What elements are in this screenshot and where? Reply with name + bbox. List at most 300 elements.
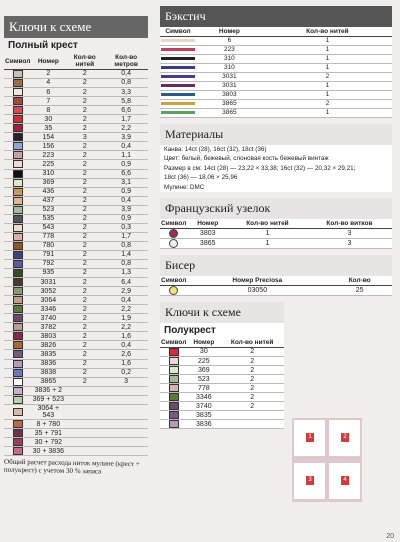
thread-number: 30 + 3836: [32, 447, 64, 455]
meters: 0,4: [104, 142, 148, 151]
color-swatch: [13, 160, 23, 168]
thread-number: 223: [196, 46, 263, 55]
beads-panel: [160, 255, 392, 296]
table-row: [4, 97, 148, 106]
bd-col-qty: Кол-во: [327, 276, 392, 286]
knot-swatch: [169, 286, 178, 295]
thread-number: 436: [31, 187, 65, 196]
beads-table: [160, 276, 392, 296]
symbol-cell: [160, 286, 187, 296]
symbol-cell: [160, 91, 196, 100]
symbol-cell: [4, 341, 31, 350]
table-row: [4, 133, 148, 142]
symbol-cell: [160, 375, 187, 384]
thread-number: 4: [31, 79, 65, 88]
thread-count: 2: [65, 377, 104, 386]
grid-number: 1: [306, 433, 314, 442]
table-row: [4, 350, 148, 359]
meters: 2,6: [104, 350, 148, 359]
table-row: [4, 214, 148, 223]
thread-count: [220, 411, 284, 420]
table-row: [4, 341, 148, 350]
thread-number: 369: [187, 366, 220, 375]
thread-number: 35: [31, 124, 65, 133]
thread-count: 2: [65, 332, 104, 341]
table-row: [4, 420, 148, 429]
french-knot-panel: [160, 198, 392, 249]
color-swatch: [169, 393, 179, 401]
meters: 3,3: [104, 88, 148, 97]
thread-count: [65, 447, 104, 456]
thread-count: 2: [65, 214, 104, 223]
symbol-cell: [4, 305, 31, 314]
thread-count: [65, 438, 104, 447]
color-swatch: [13, 170, 23, 178]
table-row: [4, 296, 148, 305]
color-swatch: [13, 438, 23, 446]
thread-count: 2: [65, 142, 104, 151]
symbol-cell: [4, 323, 31, 332]
knot-swatch: [169, 229, 178, 238]
thread-count: 2: [65, 250, 104, 259]
table-row: [160, 393, 284, 402]
color-swatch: [13, 179, 23, 187]
grid-number: 3: [306, 476, 314, 485]
color-swatch: [169, 420, 179, 428]
symbol-cell: [4, 332, 31, 341]
thread-number: 3031: [31, 278, 65, 287]
symbol-cell: [4, 241, 31, 250]
table-row: [4, 88, 148, 97]
table-row: [4, 429, 148, 438]
thread-count: 2: [65, 151, 104, 160]
meters: 1,9: [104, 314, 148, 323]
table-row: [4, 70, 148, 79]
half-cross-panel: [160, 302, 284, 429]
color-swatch: [13, 197, 23, 205]
thread-number: 3740: [187, 402, 220, 411]
symbol-cell: [4, 269, 31, 278]
thread-number: 2: [31, 70, 65, 79]
meters: [104, 429, 148, 438]
symbol-cell: [4, 232, 31, 241]
thread-count: 1: [263, 82, 392, 91]
hc-col-threads: Кол-во нитей: [220, 338, 284, 348]
thread-number: 8: [31, 106, 65, 115]
thread-count: 1: [263, 55, 392, 64]
symbol-cell: [4, 223, 31, 232]
color-swatch: [13, 350, 23, 358]
bead-quantity: 25: [327, 286, 392, 296]
thread-count: 2: [65, 314, 104, 323]
color-swatch: [13, 142, 23, 150]
table-row: [4, 79, 148, 88]
table-row: [160, 55, 392, 64]
thread-number: 30 + 792: [31, 438, 65, 447]
meters: 0,4: [104, 196, 148, 205]
line-swatch: [161, 102, 195, 105]
thread-count: [220, 420, 284, 429]
symbol-cell: [160, 411, 187, 420]
thread-number: 225: [187, 357, 220, 366]
thread-count: 2: [65, 79, 104, 88]
thread-number: 523: [31, 205, 65, 214]
line-swatch: [161, 93, 195, 96]
consumption-note: Общий расчет расхода ниток мулине (крест + полукрест) с учетом 30 % запаса: [3, 458, 140, 476]
table-row: [160, 411, 284, 420]
table-row: [4, 259, 148, 268]
table-row: [4, 386, 148, 395]
symbol-cell: [4, 429, 31, 438]
thread-number: 3838: [31, 368, 65, 377]
meters: 0,4: [104, 296, 148, 305]
thread-number: 3064 + 543: [31, 404, 65, 419]
symbol-cell: [160, 357, 187, 366]
table-row: [4, 269, 148, 278]
thread-number: 3052: [31, 287, 65, 296]
meters: 3: [104, 377, 148, 386]
table-row: [4, 278, 148, 287]
thread-count: 2: [65, 241, 104, 250]
meters: 1,7: [104, 232, 148, 241]
symbol-cell: [4, 314, 31, 323]
thread-count: 2: [65, 259, 104, 268]
bk-col-threads: Кол-во нитей: [263, 27, 392, 37]
thread-number: 3031: [196, 82, 263, 91]
thread-number: 3803: [187, 229, 228, 239]
symbol-cell: [160, 239, 187, 249]
color-swatch: [13, 133, 23, 141]
meters: 0,4: [104, 70, 148, 79]
materials-panel: [160, 124, 392, 192]
meters: 2,2: [104, 323, 148, 332]
symbol-cell: [160, 348, 187, 357]
thread-count: 2: [65, 269, 104, 278]
thread-count: 2: [263, 73, 392, 82]
symbol-cell: [4, 287, 31, 296]
table-row: [160, 91, 392, 100]
table-row: [4, 106, 148, 115]
bd-col-number: Номер Preciosa: [187, 276, 327, 286]
materials-line: Размер в см: 14ct (28) — 23,22 × 33,38; 16ct (32) — 20,32 × 29,21;: [164, 164, 356, 172]
thread-count: [65, 429, 104, 438]
meters: 0,2: [104, 368, 148, 377]
table-row: [4, 438, 148, 447]
table-row: [160, 402, 284, 411]
thread-count: 1: [263, 46, 392, 55]
symbol-cell: [160, 55, 196, 64]
turns-count: 3: [307, 239, 392, 249]
table-row: [4, 124, 148, 133]
table-row: [160, 375, 284, 384]
symbol-cell: [4, 79, 31, 88]
thread-number: 3835: [187, 411, 220, 420]
grid-cell: [329, 463, 360, 499]
symbol-cell: [4, 296, 31, 305]
symbol-cell: [160, 100, 196, 109]
thread-count: 2: [65, 124, 104, 133]
table-row: [160, 420, 284, 429]
symbol-cell: [4, 169, 31, 178]
color-swatch: [13, 305, 23, 313]
color-swatch: [169, 384, 179, 392]
thread-number: 780: [31, 241, 65, 250]
thread-number: 437: [31, 196, 65, 205]
thread-number: 3836 + 2: [31, 386, 65, 395]
table-row: [4, 250, 148, 259]
turns-count: 3: [307, 229, 392, 239]
table-row: [4, 142, 148, 151]
meters: 6,6: [104, 169, 148, 178]
meters: [104, 386, 148, 395]
right-column: [160, 6, 392, 435]
thread-count: 2: [65, 106, 104, 115]
thread-count: 1: [228, 239, 307, 249]
thread-number: 3865: [196, 109, 263, 118]
backstitch-table: [160, 27, 392, 118]
beads-title: Бисер: [160, 255, 392, 276]
color-swatch: [13, 88, 23, 96]
thread-count: 1: [263, 37, 392, 46]
thread-count: 1: [228, 229, 307, 239]
symbol-cell: [160, 37, 196, 46]
meters: 0,9: [104, 187, 148, 196]
symbol-cell: [4, 142, 31, 151]
symbol-cell: [4, 250, 31, 259]
color-swatch: [13, 79, 23, 87]
color-swatch: [13, 387, 23, 395]
hc-col-number: Номер: [187, 338, 220, 348]
table-row: [160, 384, 284, 393]
meters: 1,6: [104, 359, 148, 368]
meters: 2,2: [104, 305, 148, 314]
table-row: [4, 287, 148, 296]
line-swatch: [161, 39, 195, 42]
symbol-cell: [4, 196, 31, 205]
symbol-cell: [4, 386, 31, 395]
grid-number: 2: [341, 433, 349, 442]
thread-number: 792: [31, 259, 65, 268]
color-swatch: [169, 375, 179, 383]
table-row: [4, 332, 148, 341]
color-swatch: [13, 224, 23, 232]
thread-number: 3803: [31, 332, 65, 341]
thread-number: 369: [31, 178, 65, 187]
symbol-cell: [4, 404, 31, 419]
color-swatch: [13, 242, 23, 250]
chart-page-grid: [292, 418, 362, 502]
meters: 0,9: [104, 160, 148, 169]
meters: 3,9: [104, 133, 148, 142]
thread-count: 2: [65, 232, 104, 241]
thread-number: 3031: [196, 73, 263, 82]
table-row: [160, 37, 392, 46]
meters: 6,6: [104, 106, 148, 115]
hc-col-symbol: Символ: [161, 339, 187, 347]
symbol-cell: [4, 106, 31, 115]
table-row: [4, 232, 148, 241]
table-row: [4, 323, 148, 332]
meters: [104, 420, 148, 429]
thread-count: 2: [65, 287, 104, 296]
thread-count: 2: [65, 296, 104, 305]
thread-number: 935: [31, 269, 65, 278]
color-swatch: [13, 106, 23, 114]
grid-cell: [294, 420, 325, 456]
backstitch-panel: [160, 6, 392, 118]
grid-cell: [294, 463, 325, 499]
key-title: Ключи к схеме: [4, 16, 148, 38]
symbol-cell: [4, 438, 31, 447]
table-row: [4, 160, 148, 169]
symbol-cell: [160, 109, 196, 118]
symbol-cell: [160, 46, 196, 55]
color-swatch: [13, 287, 23, 295]
symbol-cell: [4, 133, 31, 142]
symbol-cell: [4, 368, 31, 377]
thread-number: 778: [31, 232, 65, 241]
thread-number: 35 + 791: [31, 429, 65, 438]
line-swatch: [161, 57, 195, 60]
table-row: [160, 64, 392, 73]
table-row: [4, 196, 148, 205]
full-cross-table: [4, 53, 148, 456]
symbol-cell: [4, 395, 31, 404]
thread-number: 3835: [31, 350, 65, 359]
symbol-cell: [4, 278, 31, 287]
thread-number: 369 + 523: [32, 396, 64, 404]
symbol-cell: [160, 64, 196, 73]
symbol-cell: [160, 393, 187, 402]
thread-number: 3865: [187, 239, 228, 249]
col-number: Номер: [31, 53, 65, 70]
thread-number: 30: [187, 348, 220, 357]
color-swatch: [13, 429, 23, 437]
table-row: [4, 241, 148, 250]
thread-number: 3836: [31, 359, 65, 368]
thread-count: 2: [220, 402, 284, 411]
table-row: [4, 223, 148, 232]
thread-count: [65, 420, 104, 429]
symbol-cell: [4, 151, 31, 160]
materials-line: Мулине: DMC: [164, 183, 205, 191]
table-row: [4, 314, 148, 323]
meters: 1,4: [104, 250, 148, 259]
symbol-cell: [4, 70, 31, 79]
thread-count: 2: [65, 223, 104, 232]
backstitch-title: Бэкстич: [160, 6, 392, 27]
french-knot-table: [160, 219, 392, 249]
table-row: [4, 404, 148, 419]
color-swatch: [13, 188, 23, 196]
thread-number: 3740: [31, 314, 65, 323]
half-cross-title: Ключи к схеме: [160, 302, 284, 323]
thread-count: 2: [65, 350, 104, 359]
grid-cell: [329, 420, 360, 456]
col-threads: Кол-во нитей: [65, 53, 104, 70]
bk-col-number: Номер: [196, 27, 263, 37]
symbol-cell: [4, 160, 31, 169]
thread-number: 156: [31, 142, 65, 151]
thread-number: 3803: [196, 91, 263, 100]
col-meters: Кол-во метров: [104, 53, 148, 70]
meters: 0,8: [104, 241, 148, 250]
thread-number: 543: [31, 223, 65, 232]
thread-count: [65, 386, 104, 395]
table-row: [4, 447, 148, 456]
meters: 1,1: [104, 151, 148, 160]
fk-col-turns: Кол-во витков: [307, 219, 392, 229]
fk-col-threads: Кол-во нитей: [228, 219, 307, 229]
meters: [104, 395, 148, 404]
symbol-cell: [4, 205, 31, 214]
line-swatch: [161, 48, 195, 51]
thread-number: 223: [31, 151, 65, 160]
thread-number: 154: [31, 133, 65, 142]
line-swatch: [161, 84, 195, 87]
thread-count: 2: [220, 366, 284, 375]
thread-number: 310: [31, 169, 65, 178]
thread-number: 535: [31, 214, 65, 223]
symbol-cell: [4, 178, 31, 187]
color-swatch: [13, 296, 23, 304]
page-number: 20: [386, 533, 394, 540]
thread-count: 2: [220, 384, 284, 393]
table-row: [4, 305, 148, 314]
symbol-cell: [4, 115, 31, 124]
color-swatch: [13, 378, 23, 386]
meters: 5,8: [104, 97, 148, 106]
color-swatch: [13, 369, 23, 377]
thread-count: [65, 395, 104, 404]
table-row: [160, 100, 392, 109]
thread-number: 6: [31, 88, 65, 97]
thread-count: 2: [220, 393, 284, 402]
color-swatch: [13, 115, 23, 123]
fk-col-number: Номер: [187, 219, 228, 229]
bk-col-symbol: Символ: [160, 27, 196, 37]
color-swatch: [13, 269, 23, 277]
half-cross-subtitle: Полукрест: [164, 325, 216, 337]
thread-count: 2: [65, 196, 104, 205]
meters: 1,7: [104, 115, 148, 124]
table-row: [160, 348, 284, 357]
color-swatch: [13, 314, 23, 322]
thread-count: 2: [65, 178, 104, 187]
symbol-cell: [4, 88, 31, 97]
color-swatch: [13, 420, 23, 428]
thread-number: 3346: [31, 305, 65, 314]
color-swatch: [13, 323, 23, 331]
thread-number: 523: [187, 375, 220, 384]
thread-count: 1: [263, 64, 392, 73]
symbol-cell: [4, 214, 31, 223]
table-row: [4, 377, 148, 386]
meters: 0,4: [104, 341, 148, 350]
meters: 0,8: [104, 259, 148, 268]
symbol-cell: [4, 350, 31, 359]
thread-number: 8 + 780: [31, 420, 65, 429]
color-swatch: [13, 260, 23, 268]
meters: 2,2: [104, 124, 148, 133]
thread-count: 2: [65, 323, 104, 332]
color-swatch: [169, 411, 179, 419]
line-swatch: [161, 75, 195, 78]
knot-swatch: [169, 239, 178, 248]
color-swatch: [13, 233, 23, 241]
bd-col-symbol: Символ: [161, 277, 187, 285]
symbol-cell: [160, 384, 187, 393]
